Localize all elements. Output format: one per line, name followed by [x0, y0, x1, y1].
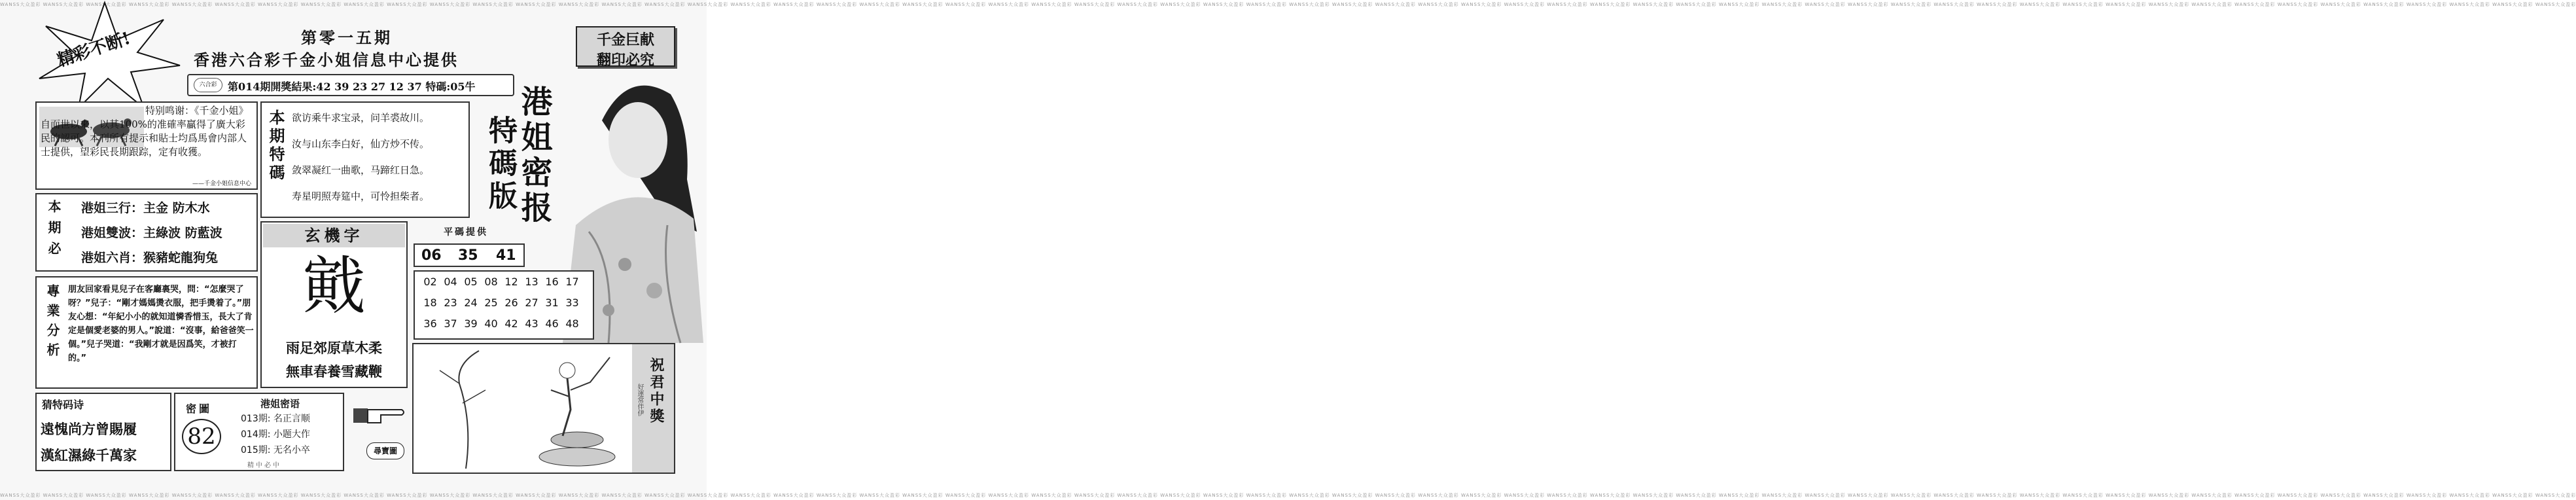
pick-row: 港姐六肖：猴豬蛇龍狗兔: [81, 251, 219, 265]
grid-row: [420, 276, 588, 296]
warrior-drawing-icon: [414, 344, 629, 473]
thanks-signature: ——千金小姐信息中心: [192, 181, 251, 187]
blessing-title: 祝君中獎: [648, 357, 665, 425]
grid-number: 08: [484, 276, 498, 288]
poem-lines: [292, 111, 468, 215]
grid-number: 25: [484, 296, 498, 309]
grid-number: 02: [423, 276, 437, 288]
poem-line: 汝与山东李白好，仙方炒不传。: [292, 138, 430, 150]
grid-number: 27: [525, 296, 538, 309]
copyright-line-1: 千金巨献: [596, 32, 654, 48]
grid-number: 26: [504, 296, 518, 309]
secret-issue: 013期:: [241, 414, 271, 424]
grid-number: 37: [444, 317, 457, 330]
lottery-logo: 六合彩: [194, 78, 222, 92]
flat-main-box: [414, 243, 525, 267]
poem-line: 寿星明照寿筵中，可怜担柴者。: [292, 190, 430, 202]
grid-number: 04: [444, 276, 457, 288]
treasure-label: 尋寶圖: [366, 442, 404, 459]
grid-number: 12: [504, 276, 518, 288]
results-text: 第014期開獎結果:42 39 23 27 12 37 特碼:05牛: [228, 80, 476, 93]
flat-main-number: 06: [421, 247, 442, 264]
burst-text: 精彩不断!: [54, 28, 133, 71]
side-title-col1: 特碼版: [484, 115, 517, 213]
pick-row: 港姐三行：主金 防木水: [81, 201, 210, 215]
issue-title: 第零一五期: [301, 29, 393, 47]
secret-issue: 014期:: [241, 429, 271, 440]
publisher-line: 香港六合彩千金小姐信息中心提供: [194, 51, 459, 69]
flat-main-number: 41: [496, 247, 516, 264]
analysis-body: 朋友回家看見兒子在客廳裏哭，問：“怎麼哭了呀？”兒子：“剛才媽媽燙衣服，把手燙着了。”朋友心想：“年紀小小的就知道憐香惜玉，長大了肯定是個愛老婆的男人。”說道：“沒事，給爸爸笑一個。”兒子哭道：“我剛才就是因爲笑，才被打的。”: [68, 285, 254, 363]
grid-number: 23: [444, 296, 457, 309]
main-picks-box: [35, 193, 258, 272]
flat-main-number: 35: [458, 247, 478, 264]
secret-lang-item: [241, 442, 310, 458]
copyright-box: [576, 26, 675, 67]
grid-number: 43: [525, 317, 538, 330]
secret-box: [174, 393, 344, 471]
secret-lang-item: [241, 427, 310, 442]
grid-number: 42: [504, 317, 518, 330]
copyright-line-2: 翻印必究: [596, 52, 654, 69]
grid-number: 17: [565, 276, 579, 288]
grid-row: [420, 296, 588, 317]
secret-text: 无名小卒: [273, 445, 310, 455]
riddle-line: 無車春養雪藏鞭: [286, 364, 382, 380]
blessing-panel: [632, 344, 674, 473]
grid-number: 24: [464, 296, 478, 309]
flat-number-grid: [414, 270, 594, 340]
grid-number: 05: [464, 276, 478, 288]
grid-number: 48: [565, 317, 579, 330]
grid-number: 36: [423, 317, 437, 330]
secret-text: 名正言顺: [273, 414, 310, 424]
border-bottom: WANSS大众盈彩 WANSS大众盈彩 WANSS大众盈彩 WANSS大众盈彩 WANSS大众盈彩 WANSS大众盈彩 WANSS大众盈彩 WANSS大众盈彩 WANSS大众盈彩 WANSS大众盈彩 WANSS大众盈彩 WANSS大众盈彩 WANSS大众盈彩 WANSS大众盈彩 WANSS大众盈彩 WANSS大众盈彩 WANSS大众盈彩 WANSS大众盈彩 WANSS大众盈彩 WANSS大众盈彩 WANSS大众盈彩 WANSS大众盈彩 WANSS大众盈彩 WANSS大众盈彩 WANSS大众盈彩 WANSS大众盈彩 WANSS大众盈彩 WANSS大众盈彩 WANSS大众盈彩 WANSS大众盈彩 WANSS大众盈彩 WANSS大众盈彩 WANSS大众盈彩 WANSS大众盈彩 WANSS大众盈彩 WANSS大众盈彩 WANSS大众盈彩 WANSS大众盈彩 WANSS大众盈彩 WANSS大众盈彩 WANSS大众盈彩 WANSS大众盈彩 WANSS大众盈彩 WANSS大众盈彩 WANSS大众盈彩 WANSS大众盈彩 WANSS大众盈彩 WANSS大众盈彩 WANSS大众盈彩 WANSS大众盈彩 WANSS大众盈彩 WANSS大众盈彩 WANSS大众盈彩 WANSS大众盈彩 WANSS大众盈彩 WANSS大众盈彩 WANSS大众盈彩 WANSS大众盈彩 WANSS大众盈彩 WANSS大众盈彩: [0, 493, 2576, 498]
riddle-title: 玄機字: [263, 224, 405, 247]
secret-issue: 015期:: [241, 445, 271, 455]
grid-number: 13: [525, 276, 538, 288]
secret-lang-list: [241, 411, 310, 458]
grid-number: 46: [545, 317, 559, 330]
secret-map-number: 82: [182, 419, 221, 454]
guess-poem-box: [35, 393, 171, 471]
results-bar: [187, 74, 514, 96]
analysis-box: [35, 276, 258, 389]
grid-number: 40: [484, 317, 498, 330]
grid-number: 39: [464, 317, 478, 330]
thanks-box: [35, 101, 258, 190]
grid-number: 18: [423, 296, 437, 309]
guess-poem-line: 遠愧尚方曾賜履: [41, 421, 137, 437]
main-picks-rows: [81, 198, 222, 273]
pick-row: 港姐雙波：主綠波 防藍波: [81, 226, 222, 240]
pointing-hand-icon: [352, 401, 407, 427]
border-top: WANSS大众盈彩 WANSS大众盈彩 WANSS大众盈彩 WANSS大众盈彩 WANSS大众盈彩 WANSS大众盈彩 WANSS大众盈彩 WANSS大众盈彩 WANSS大众盈彩 WANSS大众盈彩 WANSS大众盈彩 WANSS大众盈彩 WANSS大众盈彩 WANSS大众盈彩 WANSS大众盈彩 WANSS大众盈彩 WANSS大众盈彩 WANSS大众盈彩 WANSS大众盈彩 WANSS大众盈彩 WANSS大众盈彩 WANSS大众盈彩 WANSS大众盈彩 WANSS大众盈彩 WANSS大众盈彩 WANSS大众盈彩 WANSS大众盈彩 WANSS大众盈彩 WANSS大众盈彩 WANSS大众盈彩 WANSS大众盈彩 WANSS大众盈彩 WANSS大众盈彩 WANSS大众盈彩 WANSS大众盈彩 WANSS大众盈彩 WANSS大众盈彩 WANSS大众盈彩 WANSS大众盈彩 WANSS大众盈彩 WANSS大众盈彩 WANSS大众盈彩 WANSS大众盈彩 WANSS大众盈彩 WANSS大众盈彩 WANSS大众盈彩 WANSS大众盈彩 WANSS大众盈彩 WANSS大众盈彩 WANSS大众盈彩 WANSS大众盈彩 WANSS大众盈彩 WANSS大众盈彩 WANSS大众盈彩 WANSS大众盈彩 WANSS大众盈彩 WANSS大众盈彩 WANSS大众盈彩 WANSS大众盈彩 WANSS大众盈彩: [0, 2, 2576, 7]
riddle-box: [260, 221, 408, 388]
secret-map-caption: 精中必中: [247, 462, 281, 469]
secret-map-title: 密圖: [186, 402, 213, 415]
grid-number: 31: [545, 296, 559, 309]
main-picks-title: 本期必: [46, 200, 62, 262]
treasure-picture-box: [412, 343, 675, 474]
guess-poem-line: 漢紅濕綠千萬家: [41, 448, 137, 463]
poem-title: 本期特碼: [266, 109, 285, 183]
guess-poem-title: 猜特码诗: [42, 399, 84, 411]
riddle-char: 戭: [302, 249, 366, 323]
thanks-body: 特别鸣谢：《千金小姐》自面世以来，以其100%的准確率贏得了廣大彩民的認可。本刊所有提示和貼士均爲馬會内部人士提供，望彩民長期跟踪，定有收獲。: [41, 105, 249, 158]
grid-row: [420, 317, 588, 338]
side-title-col2: 港姐密报: [516, 85, 552, 226]
poem-line: 欲访乘牛求宝录，问羊裘故川。: [292, 112, 430, 124]
flat-numbers-title: 平碼提供: [444, 227, 488, 238]
blessing-sub: 好運常伴伊: [636, 384, 643, 416]
grid-number: 33: [565, 296, 579, 309]
riddle-line: 雨足郊原草木柔: [286, 340, 382, 356]
secret-lang-title: 港姐密语: [260, 398, 300, 410]
grid-number: 16: [545, 276, 559, 288]
secret-text: 小题大作: [273, 429, 310, 440]
poem-line: 敛翠凝红一曲歌，马蹄红日急。: [292, 164, 430, 176]
secret-lang-item: [241, 411, 310, 427]
poem-box: [260, 101, 470, 218]
analysis-title: 專業分析: [44, 284, 60, 363]
